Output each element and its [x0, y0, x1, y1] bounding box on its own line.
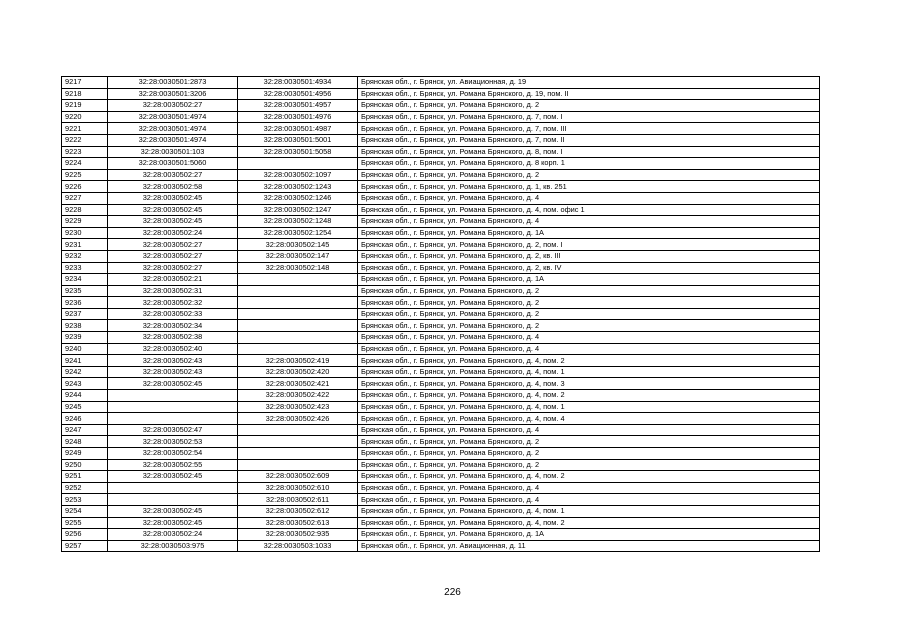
object-number-cell: 32:28:0030502:610 [238, 482, 358, 494]
table-row [62, 169, 820, 181]
address-cell: Брянская обл., г. Брянск, ул. Романа Брянского, д. 4, пом. 2 [358, 355, 820, 367]
table-row [62, 482, 820, 494]
address-cell: Брянская обл., г. Брянск, ул. Авиационная, д. 11 [358, 540, 820, 552]
object-number-cell: 32:28:0030502:419 [238, 355, 358, 367]
record-number-cell: 9238 [62, 320, 108, 332]
table-row [62, 448, 820, 460]
table-row [62, 494, 820, 506]
table-row [62, 77, 820, 89]
record-number-cell: 9250 [62, 459, 108, 471]
address-cell: Брянская обл., г. Брянск, ул. Романа Брянского, д. 4, пом. 2 [358, 517, 820, 529]
cadastral-number-cell: 32:28:0030502:27 [108, 100, 238, 112]
object-number-cell: 32:28:0030501:5058 [238, 146, 358, 158]
object-number-cell: 32:28:0030501:4976 [238, 111, 358, 123]
record-number-cell: 9257 [62, 540, 108, 552]
object-number-cell: 32:28:0030502:1243 [238, 181, 358, 193]
object-number-cell: 32:28:0030502:1246 [238, 192, 358, 204]
record-number-cell: 9219 [62, 100, 108, 112]
address-cell: Брянская обл., г. Брянск, ул. Романа Брянского, д. 4, пом. 4 [358, 413, 820, 425]
object-number-cell: 32:28:0030502:613 [238, 517, 358, 529]
address-cell: Брянская обл., г. Брянск, ул. Романа Брянского, д. 4, пом. 2 [358, 390, 820, 402]
address-cell: Брянская обл., г. Брянск, ул. Романа Брянского, д. 1А [358, 227, 820, 239]
address-cell: Брянская обл., г. Брянск, ул. Романа Брянского, д. 4, пом. 1 [358, 505, 820, 517]
cadastral-number-cell [108, 413, 238, 425]
record-number-cell: 9245 [62, 401, 108, 413]
table-row [62, 158, 820, 170]
cadastral-number-cell: 32:28:0030502:53 [108, 436, 238, 448]
record-number-cell: 9246 [62, 413, 108, 425]
object-number-cell: 32:28:0030502:147 [238, 250, 358, 262]
object-number-cell [238, 297, 358, 309]
address-cell: Брянская обл., г. Брянск, ул. Авиационная, д. 19 [358, 77, 820, 89]
address-cell: Брянская обл., г. Брянск, ул. Романа Брянского, д. 2, пом. I [358, 239, 820, 251]
table-row [62, 505, 820, 517]
address-cell: Брянская обл., г. Брянск, ул. Романа Брянского, д. 7, пом. III [358, 123, 820, 135]
record-number-cell: 9253 [62, 494, 108, 506]
address-cell: Брянская обл., г. Брянск, ул. Романа Брянского, д. 8, пом. I [358, 146, 820, 158]
cadastral-number-cell: 32:28:0030502:43 [108, 355, 238, 367]
address-cell: Брянская обл., г. Брянск, ул. Романа Брянского, д. 4, пом. 2 [358, 471, 820, 483]
table-row [62, 134, 820, 146]
object-number-cell [238, 308, 358, 320]
address-cell: Брянская обл., г. Брянск, ул. Романа Брянского, д. 1А [358, 274, 820, 286]
object-number-cell: 32:28:0030502:422 [238, 390, 358, 402]
cadastral-number-cell: 32:28:0030502:54 [108, 448, 238, 460]
object-number-cell: 32:28:0030502:145 [238, 239, 358, 251]
address-cell: Брянская обл., г. Брянск, ул. Романа Брянского, д. 2 [358, 448, 820, 460]
cadastral-number-cell: 32:28:0030502:27 [108, 169, 238, 181]
object-number-cell [238, 459, 358, 471]
record-number-cell: 9237 [62, 308, 108, 320]
table-row [62, 436, 820, 448]
address-cell: Брянская обл., г. Брянск, ул. Романа Брянского, д. 4 [358, 216, 820, 228]
table-row [62, 285, 820, 297]
address-cell: Брянская обл., г. Брянск, ул. Романа Брянского, д. 4 [358, 343, 820, 355]
table-row [62, 529, 820, 541]
cadastral-number-cell: 32:28:0030502:24 [108, 227, 238, 239]
cadastral-number-cell: 32:28:0030502:45 [108, 216, 238, 228]
address-cell: Брянская обл., г. Брянск, ул. Романа Брянского, д. 2 [358, 169, 820, 181]
table-row [62, 88, 820, 100]
record-number-cell: 9242 [62, 366, 108, 378]
record-number-cell: 9243 [62, 378, 108, 390]
record-number-cell: 9234 [62, 274, 108, 286]
table-row [62, 100, 820, 112]
table-row [62, 355, 820, 367]
cadastral-number-cell: 32:28:0030502:27 [108, 262, 238, 274]
table-row [62, 123, 820, 135]
cadastral-number-cell: 32:28:0030502:45 [108, 471, 238, 483]
cadastral-number-cell: 32:28:0030501:103 [108, 146, 238, 158]
table-row [62, 239, 820, 251]
object-number-cell: 32:28:0030502:1254 [238, 227, 358, 239]
cadastral-number-cell: 32:28:0030502:24 [108, 529, 238, 541]
cadastral-number-cell: 32:28:0030501:4974 [108, 123, 238, 135]
record-number-cell: 9231 [62, 239, 108, 251]
record-number-cell: 9235 [62, 285, 108, 297]
cadastral-number-cell: 32:28:0030502:27 [108, 239, 238, 251]
records-table [61, 76, 820, 552]
table-row [62, 216, 820, 228]
table-row [62, 332, 820, 344]
table-row [62, 204, 820, 216]
address-cell: Брянская обл., г. Брянск, ул. Романа Брянского, д. 2 [358, 320, 820, 332]
address-cell: Брянская обл., г. Брянск, ул. Романа Брянского, д. 1А [358, 529, 820, 541]
cadastral-number-cell [108, 482, 238, 494]
table-row [62, 308, 820, 320]
record-number-cell: 9223 [62, 146, 108, 158]
address-cell: Брянская обл., г. Брянск, ул. Романа Брянского, д. 7, пом. II [358, 134, 820, 146]
record-number-cell: 9229 [62, 216, 108, 228]
record-number-cell: 9228 [62, 204, 108, 216]
table-row [62, 181, 820, 193]
cadastral-number-cell [108, 494, 238, 506]
object-number-cell: 32:28:0030502:611 [238, 494, 358, 506]
object-number-cell: 32:28:0030502:1248 [238, 216, 358, 228]
record-number-cell: 9255 [62, 517, 108, 529]
record-number-cell: 9227 [62, 192, 108, 204]
object-number-cell: 32:28:0030501:4956 [238, 88, 358, 100]
object-number-cell: 32:28:0030502:935 [238, 529, 358, 541]
object-number-cell: 32:28:0030501:5001 [238, 134, 358, 146]
cadastral-number-cell: 32:28:0030502:55 [108, 459, 238, 471]
record-number-cell: 9254 [62, 505, 108, 517]
cadastral-number-cell: 32:28:0030502:33 [108, 308, 238, 320]
address-cell: Брянская обл., г. Брянск, ул. Романа Брянского, д. 4, пом. 3 [358, 378, 820, 390]
object-number-cell: 32:28:0030501:4987 [238, 123, 358, 135]
records-table-body [62, 77, 820, 552]
object-number-cell: 32:28:0030502:148 [238, 262, 358, 274]
cadastral-number-cell: 32:28:0030502:40 [108, 343, 238, 355]
cadastral-number-cell: 32:28:0030502:43 [108, 366, 238, 378]
table-row [62, 297, 820, 309]
cadastral-number-cell: 32:28:0030502:58 [108, 181, 238, 193]
table-row [62, 250, 820, 262]
table-row [62, 401, 820, 413]
address-cell: Брянская обл., г. Брянск, ул. Романа Брянского, д. 2 [358, 285, 820, 297]
address-cell: Брянская обл., г. Брянск, ул. Романа Брянского, д. 7, пом. I [358, 111, 820, 123]
cadastral-number-cell [108, 390, 238, 402]
address-cell: Брянская обл., г. Брянск, ул. Романа Брянского, д. 4, пом. 1 [358, 401, 820, 413]
cadastral-number-cell: 32:28:0030502:45 [108, 204, 238, 216]
table-row [62, 227, 820, 239]
record-number-cell: 9226 [62, 181, 108, 193]
record-number-cell: 9220 [62, 111, 108, 123]
record-number-cell: 9248 [62, 436, 108, 448]
object-number-cell: 32:28:0030501:4957 [238, 100, 358, 112]
page-number: 226 [444, 587, 461, 598]
address-cell: Брянская обл., г. Брянск, ул. Романа Брянского, д. 4 [358, 192, 820, 204]
record-number-cell: 9225 [62, 169, 108, 181]
cadastral-number-cell: 32:28:0030501:5060 [108, 158, 238, 170]
object-number-cell: 32:28:0030502:612 [238, 505, 358, 517]
cadastral-number-cell: 32:28:0030502:45 [108, 192, 238, 204]
object-number-cell [238, 285, 358, 297]
table-row [62, 378, 820, 390]
object-number-cell [238, 332, 358, 344]
table-row [62, 471, 820, 483]
object-number-cell [238, 436, 358, 448]
address-cell: Брянская обл., г. Брянск, ул. Романа Брянского, д. 19, пом. II [358, 88, 820, 100]
record-number-cell: 9218 [62, 88, 108, 100]
table-row [62, 192, 820, 204]
address-cell: Брянская обл., г. Брянск, ул. Романа Брянского, д. 2, кв. III [358, 250, 820, 262]
table-row [62, 366, 820, 378]
address-cell: Брянская обл., г. Брянск, ул. Романа Брянского, д. 4 [358, 424, 820, 436]
table-row [62, 262, 820, 274]
table-row [62, 459, 820, 471]
address-cell: Брянская обл., г. Брянск, ул. Романа Брянского, д. 2 [358, 436, 820, 448]
cadastral-number-cell: 32:28:0030502:32 [108, 297, 238, 309]
cadastral-number-cell: 32:28:0030501:4974 [108, 134, 238, 146]
object-number-cell [238, 343, 358, 355]
cadastral-number-cell: 32:28:0030501:4974 [108, 111, 238, 123]
record-number-cell: 9230 [62, 227, 108, 239]
address-cell: Брянская обл., г. Брянск, ул. Романа Брянского, д. 2 [358, 100, 820, 112]
table-row [62, 274, 820, 286]
address-cell: Брянская обл., г. Брянск, ул. Романа Брянского, д. 4, пом. офис 1 [358, 204, 820, 216]
record-number-cell: 9244 [62, 390, 108, 402]
record-number-cell: 9251 [62, 471, 108, 483]
record-number-cell: 9240 [62, 343, 108, 355]
table-row [62, 146, 820, 158]
record-number-cell: 9252 [62, 482, 108, 494]
object-number-cell [238, 274, 358, 286]
cadastral-number-cell: 32:28:0030502:45 [108, 505, 238, 517]
table-row [62, 540, 820, 552]
record-number-cell: 9221 [62, 123, 108, 135]
table-row [62, 320, 820, 332]
table-row [62, 424, 820, 436]
object-number-cell [238, 158, 358, 170]
record-number-cell: 9239 [62, 332, 108, 344]
object-number-cell: 32:28:0030502:609 [238, 471, 358, 483]
address-cell: Брянская обл., г. Брянск, ул. Романа Брянского, д. 2 [358, 308, 820, 320]
cadastral-number-cell: 32:28:0030502:34 [108, 320, 238, 332]
address-cell: Брянская обл., г. Брянск, ул. Романа Брянского, д. 1, кв. 251 [358, 181, 820, 193]
address-cell: Брянская обл., г. Брянск, ул. Романа Брянского, д. 2, кв. IV [358, 262, 820, 274]
address-cell: Брянская обл., г. Брянск, ул. Романа Брянского, д. 4 [358, 494, 820, 506]
object-number-cell: 32:28:0030502:423 [238, 401, 358, 413]
table-row [62, 390, 820, 402]
address-cell: Брянская обл., г. Брянск, ул. Романа Брянского, д. 4, пом. 1 [358, 366, 820, 378]
address-cell: Брянская обл., г. Брянск, ул. Романа Брянского, д. 4 [358, 482, 820, 494]
object-number-cell: 32:28:0030501:4934 [238, 77, 358, 89]
record-number-cell: 9256 [62, 529, 108, 541]
cadastral-number-cell: 32:28:0030502:45 [108, 517, 238, 529]
cadastral-number-cell: 32:28:0030502:31 [108, 285, 238, 297]
table-row [62, 343, 820, 355]
address-cell: Брянская обл., г. Брянск, ул. Романа Брянского, д. 2 [358, 459, 820, 471]
record-number-cell: 9217 [62, 77, 108, 89]
record-number-cell: 9241 [62, 355, 108, 367]
cadastral-number-cell: 32:28:0030503:975 [108, 540, 238, 552]
object-number-cell: 32:28:0030503:1033 [238, 540, 358, 552]
cadastral-number-cell [108, 401, 238, 413]
cadastral-number-cell: 32:28:0030502:47 [108, 424, 238, 436]
cadastral-number-cell: 32:28:0030501:3206 [108, 88, 238, 100]
record-number-cell: 9249 [62, 448, 108, 460]
address-cell: Брянская обл., г. Брянск, ул. Романа Брянского, д. 8 корп. 1 [358, 158, 820, 170]
record-number-cell: 9222 [62, 134, 108, 146]
record-number-cell: 9233 [62, 262, 108, 274]
cadastral-number-cell: 32:28:0030501:2873 [108, 77, 238, 89]
object-number-cell: 32:28:0030502:1097 [238, 169, 358, 181]
address-cell: Брянская обл., г. Брянск, ул. Романа Брянского, д. 4 [358, 332, 820, 344]
address-cell: Брянская обл., г. Брянск, ул. Романа Брянского, д. 2 [358, 297, 820, 309]
cadastral-number-cell: 32:28:0030502:21 [108, 274, 238, 286]
object-number-cell: 32:28:0030502:421 [238, 378, 358, 390]
object-number-cell [238, 424, 358, 436]
cadastral-number-cell: 32:28:0030502:38 [108, 332, 238, 344]
cadastral-number-cell: 32:28:0030502:27 [108, 250, 238, 262]
record-number-cell: 9247 [62, 424, 108, 436]
record-number-cell: 9236 [62, 297, 108, 309]
record-number-cell: 9232 [62, 250, 108, 262]
object-number-cell [238, 320, 358, 332]
record-number-cell: 9224 [62, 158, 108, 170]
table-row [62, 413, 820, 425]
object-number-cell [238, 448, 358, 460]
object-number-cell: 32:28:0030502:1247 [238, 204, 358, 216]
object-number-cell: 32:28:0030502:426 [238, 413, 358, 425]
object-number-cell: 32:28:0030502:420 [238, 366, 358, 378]
table-row [62, 517, 820, 529]
cadastral-number-cell: 32:28:0030502:45 [108, 378, 238, 390]
table-row [62, 111, 820, 123]
